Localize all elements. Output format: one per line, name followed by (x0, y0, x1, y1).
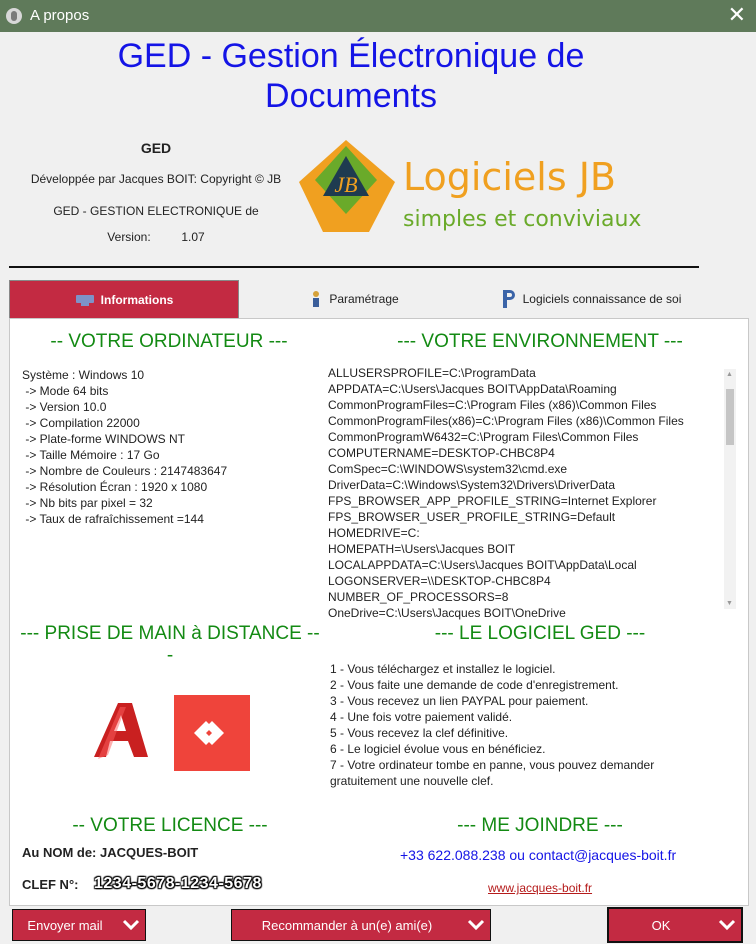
scroll-down-icon[interactable]: ▼ (726, 600, 733, 607)
informations-panel (9, 318, 749, 906)
computer-line: -> Mode 64 bits (22, 384, 109, 398)
anydesk-icon[interactable] (174, 695, 250, 771)
recommend-button[interactable] (231, 909, 491, 941)
developer-credit: Développée par Jacques BOIT: Copyright © JB (30, 172, 282, 186)
step-item: 3 - Vous recevez un lien PAYPAL pour paiement. (330, 694, 589, 708)
computer-icon (75, 294, 95, 306)
section-title-contact: --- ME JOINDRE --- (457, 815, 623, 836)
env-line: FPS_BROWSER_USER_PROFILE_STRING=Default (328, 510, 616, 524)
send-mail-label: Envoyer mail (27, 917, 103, 933)
tab-informations[interactable] (9, 280, 239, 319)
logiciels-jb-logo (299, 136, 699, 236)
scroll-up-icon[interactable]: ▲ (726, 371, 733, 378)
step-item: 4 - Une fois votre paiement validé. (330, 710, 513, 724)
license-owner-row (22, 845, 198, 860)
recommend-label: Recommander à un(e) ami(e) (261, 917, 433, 933)
anydesk-diamonds-icon (174, 695, 250, 771)
tab-parametrage[interactable] (279, 280, 429, 318)
step-item: 5 - Vous recevez la clef définitive. (330, 726, 509, 740)
computer-info (22, 367, 227, 527)
ammyy-admin-icon[interactable] (88, 697, 154, 763)
env-line: CommonProgramFiles=C:\Program Files (x86)\Common Files (328, 398, 657, 412)
send-mail-button[interactable] (12, 909, 146, 941)
logo-tagline: simples et conviviaux (403, 207, 642, 232)
app-title-line1: GED - Gestion Électronique de (117, 37, 585, 75)
section-title-software: --- LE LOGICIEL GED --- (434, 623, 646, 644)
app-title (1, 36, 701, 116)
about-window (1, 32, 755, 944)
website-link[interactable]: www.jacques-boit.fr (488, 881, 593, 895)
env-line: CommonProgramW6432=C:\Program Files\Common Files (328, 430, 639, 444)
step-item: 2 - Vous faite une demande de code d'enregistrement. (330, 678, 619, 692)
contact-info[interactable]: +33 622.088.238 ou contact@jacques-boit.fr (400, 847, 677, 863)
computer-line: -> Nb bits par pixel = 32 (22, 496, 153, 510)
section-title-computer: -- VOTRE ORDINATEUR --- (50, 331, 288, 352)
env-line: LOCALAPPDATA=C:\Users\Jacques BOIT\AppData\Local (328, 558, 637, 572)
computer-line: -> Taux de rafraîchissement =144 (22, 512, 204, 526)
section-title-remote: --- PRISE DE MAIN à DISTANCE --- (20, 623, 320, 666)
logo-initials: JB (334, 172, 358, 197)
app-title-line2: Documents (265, 77, 437, 115)
logo-brand: Logiciels JB (403, 155, 616, 199)
env-line: HOMEPATH=\Users\Jacques BOIT (328, 542, 516, 556)
settings-figure-icon (309, 290, 323, 308)
tab-logiciels-connaissance[interactable] (471, 280, 711, 318)
step-item: 7 - Votre ordinateur tombe en panne, vous pouvez demander gratuitement une nouvelle clef. (330, 758, 655, 788)
section-title-license: -- VOTRE LICENCE --- (72, 815, 268, 836)
environment-list[interactable] (328, 365, 728, 620)
env-line: APPDATA=C:\Users\Jacques BOIT\AppData\Roaming (328, 382, 617, 396)
chevron-down-icon (713, 920, 741, 930)
software-steps (330, 661, 720, 789)
version-value: 1.07 (181, 230, 205, 244)
env-line: OneDrive=C:\Users\Jacques BOIT\OneDrive (328, 606, 566, 620)
chevron-down-icon (462, 920, 490, 930)
computer-line: -> Version 10.0 (22, 400, 107, 414)
app-icon (6, 8, 22, 24)
close-icon[interactable]: ✕ (727, 2, 746, 27)
computer-line: -> Plate-forme WINDOWS NT (22, 432, 186, 446)
env-line: HOMEDRIVE=C: (328, 526, 420, 540)
ok-label: OK (651, 917, 671, 933)
ok-button[interactable] (607, 907, 743, 943)
window-title: A propos (30, 7, 90, 24)
license-key-value: 1234-5678-1234-5678 (94, 875, 262, 892)
env-line: DriverData=C:\Windows\System32\Drivers\DriverData (328, 478, 616, 492)
tab-label: Paramétrage (329, 292, 399, 306)
section-title-environment: --- VOTRE ENVIRONNEMENT --- (397, 331, 683, 352)
env-line: LOGONSERVER=\\DESKTOP-CHBC8P4 (328, 574, 551, 588)
env-line: ALLUSERSPROFILE=C:\ProgramData (328, 366, 536, 380)
step-item: 1 - Vous téléchargez et installez le logiciel. (330, 662, 556, 676)
p-logo-icon (501, 289, 517, 309)
tab-label: Logiciels connaissance de soi (522, 292, 682, 306)
env-line: CommonProgramFiles(x86)=C:\Program Files (x86)\Common Files (328, 414, 684, 428)
env-line: ComSpec=C:\WINDOWS\system32\cmd.exe (328, 462, 568, 476)
computer-line: -> Compilation 22000 (22, 416, 140, 430)
version-label: Version: (107, 230, 151, 244)
env-line: COMPUTERNAME=DESKTOP-CHBC8P4 (328, 446, 555, 460)
app-short-name: GED (140, 140, 172, 156)
computer-line: -> Taille Mémoire : 17 Go (22, 448, 160, 462)
env-line: FPS_BROWSER_APP_PROFILE_STRING=Internet Explorer (328, 494, 657, 508)
scroll-thumb[interactable] (726, 389, 734, 445)
env-line: NUMBER_OF_PROCESSORS=8 (328, 590, 509, 604)
app-full-name: GED - GESTION ELECTRONIQUE de (53, 204, 259, 218)
tab-label: Informations (100, 293, 174, 307)
computer-line: Système : Windows 10 (22, 368, 145, 382)
version-row (11, 230, 301, 244)
computer-line: -> Nombre de Couleurs : 2147483647 (22, 464, 228, 478)
environment-scrollbar[interactable] (724, 369, 736, 609)
computer-line: -> Résolution Écran : 1920 x 1080 (22, 480, 208, 494)
title-bar (0, 0, 756, 32)
chevron-down-icon (117, 920, 145, 930)
step-item: 6 - Le logiciel évolue vous en bénéficiez. (330, 742, 546, 756)
header-divider (9, 266, 699, 268)
license-key-label: CLEF N°: (22, 877, 79, 892)
license-owner-label: Au NOM de: (22, 845, 97, 860)
license-owner-value: JACQUES-BOIT (100, 845, 199, 860)
